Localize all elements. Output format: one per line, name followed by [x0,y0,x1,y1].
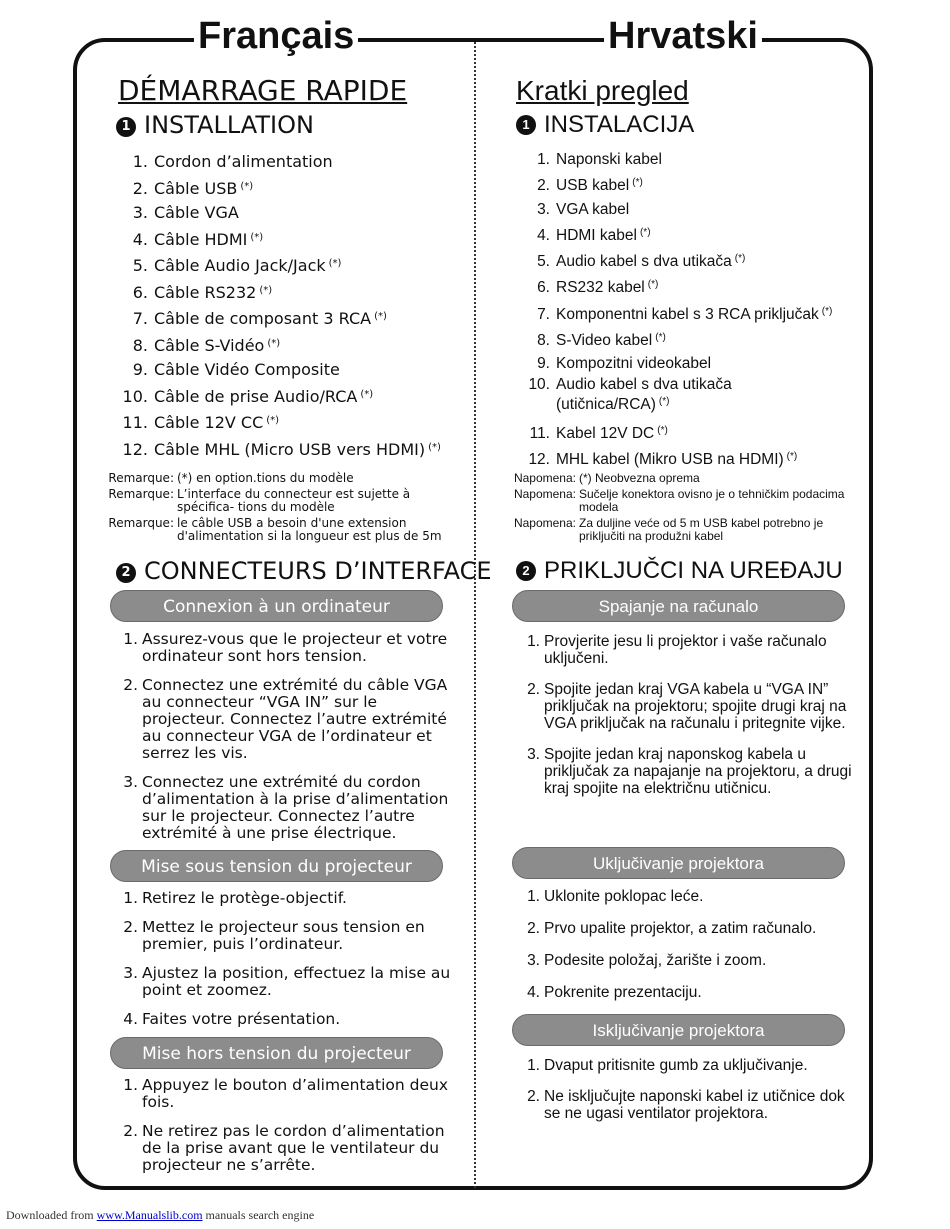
step-item [120,890,455,907]
cable-number: 7. [537,305,550,323]
croatian-section-connectors [516,556,843,586]
french-steps-power-on [120,890,455,1040]
cable-list-item [118,358,441,383]
cable-label: RS232 kabel [556,279,645,297]
section-title: PRIKLJUČCI NA UREĐAJU [544,557,843,584]
step-item [120,1123,455,1174]
step-text: Provjerite jesu li projektor i vaše računalo uključeni. [544,633,827,667]
french-section-installation [116,110,314,140]
cable-number: 2. [537,177,550,195]
step-item [120,1077,455,1111]
step-number: 2. [527,1088,540,1105]
step-item [522,746,857,797]
cable-number: 1. [537,151,550,168]
cable-list-item [520,376,771,413]
cable-label: HDMI kabel [556,226,637,244]
cable-list-item [520,273,832,299]
step-text: Spojite jedan kraj VGA kabela u “VGA IN” priključak na projektoru; spojite drugi kraj na VGA priključak na računalu i pritegnite vijke. [544,681,847,732]
step-item [120,631,455,665]
step-text: Ne isključujte naponski kabel iz utičnice dok se ne ugasi ventilator projektora. [544,1088,845,1122]
note-text: L’interface du connecteur est sujette à spécifica- tions du modèle [177,487,411,514]
step-number: 1. [123,889,138,907]
french-language-title: Français [194,14,358,58]
french-section-connectors [116,556,492,586]
cable-label: S-Video kabel [556,332,653,350]
cable-list-item [520,300,832,326]
cable-list-item [118,252,441,279]
cable-label: Cordon d’alimentation [154,152,333,171]
step-number: 2. [123,918,138,936]
optional-marker: (*) [374,311,387,322]
cable-list-item [118,226,441,253]
step-number: 2. [123,1122,138,1140]
note-label: Napomena: [513,487,576,501]
step-text: Prvo upalite projektor, a zatim računalo. [544,920,817,937]
croatian-bar-power-on: Uključivanje projektora [512,847,845,879]
cable-label: Câble HDMI [154,229,248,249]
croatian-page-title: Kratki pregled [516,75,689,106]
step-text: Connectez une extrémité du câble VGA au connecteur “VGA IN” sur le projecteur. Connectez l’autre extrémité au connecteur VGA de l’ordinateur et serrez les vis. [142,676,448,762]
cable-list-item [118,175,441,202]
optional-marker: (*) [259,284,273,296]
note-row [108,517,468,543]
step-number: 1. [123,630,138,648]
cable-number: 2. [132,178,148,198]
cable-label: Naponski kabel [556,151,662,168]
note-row [508,517,868,543]
french-steps-connect [120,631,455,854]
cable-number: 7. [132,309,148,328]
section-number-badge: 1 [516,115,536,135]
step-item [522,1088,857,1122]
croatian-steps-power-off [522,1057,857,1136]
step-text: Dvaput pritisnite gumb za uključivanje. [544,1057,808,1074]
step-number: 1. [527,888,540,905]
cable-number: 4. [537,226,550,244]
note-label: Napomena: [513,516,576,530]
optional-marker: (*) [360,388,374,400]
section-number-badge: 1 [116,117,136,137]
step-item [522,633,857,667]
step-item [522,984,857,1001]
note-label: Napomena: [513,471,576,485]
optional-marker: (*) [786,450,798,462]
cable-number: 8. [537,332,550,350]
step-number: 3. [123,964,138,982]
note-text: (*) en option.tions du modèle [177,471,354,485]
cable-number: 5. [132,256,148,275]
footer [6,1208,314,1223]
cable-label: MHL kabel (Mikro USB na HDMI) [556,450,784,468]
footer-suffix: manuals search engine [205,1208,315,1222]
cable-label: Câble VGA [154,203,239,222]
cable-number: 6. [537,279,550,297]
step-number: 2. [123,676,138,694]
cable-label: Câble Vidéo Composite [154,360,340,379]
note-row [508,472,868,485]
french-steps-power-off [120,1077,455,1186]
cable-list-item [520,247,832,273]
step-text: Faites votre présentation. [142,1010,341,1028]
cable-label: Câble de composant 3 RCA [154,309,372,328]
column-divider [474,42,476,1188]
step-text: Assurez-vous que le projecteur et votre ordinateur sont hors tension. [142,630,448,665]
cable-label: Câble 12V CC [154,413,264,432]
optional-marker: (*) [655,332,666,344]
note-text: Sučelje konektora ovisno je o tehničkim podacima modela [579,487,845,514]
croatian-section-installation [516,110,694,140]
step-item [522,920,857,937]
cable-number: 10. [528,375,550,393]
section-title: INSTALACIJA [544,111,695,138]
optional-marker: (*) [657,424,668,436]
french-bar-power-off: Mise hors tension du projecteur [110,1037,443,1069]
cable-label: Komponentni kabel s 3 RCA priključak [556,305,819,323]
french-bar-power-on: Mise sous tension du projecteur [110,850,443,882]
optional-marker: (*) [240,180,254,192]
optional-marker: (*) [328,258,342,269]
footer-link[interactable]: www.Manualslib.com [96,1208,203,1222]
step-number: 3. [527,952,540,969]
note-label: Remarque: [108,487,174,501]
cable-number: 8. [132,335,148,355]
step-text: Connectez une extrémité du cordon d’alimentation à la prise d’alimentation sur le projecteur. Connectez l’autre extrémité à une prise électrique. [142,773,449,842]
step-number: 2. [527,681,540,698]
note-row [108,472,468,485]
section-title: INSTALLATION [144,111,314,139]
step-text: Retirez le protège-objectif. [142,889,347,907]
cable-number: 5. [537,253,550,271]
cable-list-item [118,279,441,306]
step-number: 2. [527,920,540,937]
cable-number: 11. [122,413,148,432]
cable-number: 12. [528,450,550,468]
step-text: Spojite jedan kraj naponskog kabela u priključak za napajanje na projektoru, a drugi kraj spojite na električnu utičnicu. [544,746,852,797]
step-item [522,1057,857,1074]
croatian-language-title: Hrvatski [604,14,762,58]
cable-list-item [118,305,441,332]
cable-number: 10. [122,386,148,406]
cable-number: 3. [132,203,148,222]
cable-list-item [118,201,441,226]
cable-list-item [520,171,832,197]
step-number: 4. [123,1010,138,1028]
french-page-title: DÉMARRAGE RAPIDE [118,74,408,107]
step-text: Appuyez le bouton d’alimentation deux fois. [142,1076,449,1111]
optional-marker: (*) [632,177,643,189]
cable-list-item [520,445,832,471]
note-row [508,488,868,514]
croatian-notes [508,472,868,546]
cable-list-item [118,383,441,410]
cable-number: 12. [122,439,148,459]
step-number: 3. [123,773,138,791]
cable-label: Câble RS232 [154,282,257,302]
french-cable-list [118,150,441,462]
step-number: 1. [123,1076,138,1094]
cable-label: VGA kabel [556,200,630,218]
step-number: 4. [527,984,540,1001]
step-text: Ajustez la position, effectuez la mise au point et zoomez. [142,964,451,999]
step-item [120,774,455,842]
optional-marker: (*) [250,231,264,243]
cable-list-item [520,221,832,247]
cable-number: 9. [132,360,148,379]
step-item [120,919,455,953]
croatian-bar-power-off: Isključivanje projektora [512,1014,845,1046]
step-text: Ne retirez pas le cordon d’alimentation de la prise avant que le ventilateur du projecteur ne s’arrête. [142,1122,445,1174]
cable-number: 1. [132,152,148,171]
step-text: Pokrenite prezentaciju. [544,984,702,1001]
croatian-bar-connect-computer: Spajanje na računalo [512,590,845,622]
step-item [120,677,455,762]
step-number: 1. [527,1057,540,1074]
croatian-steps-power-on [522,888,857,1016]
cable-number: 4. [132,229,148,249]
cable-list-item [520,419,832,445]
step-number: 1. [527,633,540,650]
cable-label: Audio kabel s dva utikača (utičnica/RCA) [556,375,732,413]
section-number-badge: 2 [116,563,136,583]
optional-marker: (*) [734,253,746,265]
note-text: (*) Neobvezna oprema [579,471,700,485]
cable-label: Kompozitni videokabel [556,355,712,373]
cable-list-item [118,436,441,463]
cable-list-item [520,148,832,171]
cable-number: 6. [132,282,148,302]
cable-label: Câble USB [154,178,238,198]
step-text: Uklonite poklopac leće. [544,888,704,905]
note-text: le câble USB a besoin d'une extension d'alimentation si la longueur est plus de 5m [177,516,442,543]
cable-number: 9. [537,355,550,373]
cable-list-item [520,352,832,375]
optional-marker: (*) [658,395,670,407]
cable-list-item [520,198,832,221]
step-number: 3. [527,746,540,763]
cable-number: 3. [537,200,550,218]
section-title: CONNECTEURS D’INTERFACE [144,557,492,585]
note-label: Remarque: [108,471,174,485]
cable-label: Câble de prise Audio/RCA [154,386,358,406]
step-item [522,888,857,905]
cable-label: USB kabel [556,177,630,195]
step-text: Mettez le projecteur sous tension en premier, puis l’ordinateur. [142,918,425,953]
optional-marker: (*) [639,226,651,238]
cable-list-item [118,332,441,359]
footer-prefix: Downloaded from [6,1208,94,1222]
optional-marker: (*) [428,441,441,453]
note-text: Za duljine veće od 5 m USB kabel potrebno je priključiti na produžni kabel [579,516,824,543]
croatian-cable-list [520,148,832,471]
step-item [120,965,455,999]
cable-number: 11. [529,424,550,442]
cable-label: Audio kabel s dva utikača [556,253,732,271]
note-row [108,488,468,514]
step-text: Podesite položaj, žarište i zoom. [544,952,767,969]
croatian-steps-connect [522,633,857,811]
cable-label: Câble Audio Jack/Jack [154,256,326,275]
note-label: Remarque: [108,516,174,530]
step-item [120,1011,455,1028]
cable-list-item [520,326,832,352]
cable-label: Câble S-Vidéo [154,335,265,355]
optional-marker: (*) [647,279,659,291]
cable-label: Kabel 12V DC [556,424,655,442]
step-item [522,681,857,732]
cable-list-item [118,409,441,436]
optional-marker: (*) [266,415,280,426]
optional-marker: (*) [267,337,281,349]
cable-list-item [118,150,441,175]
cable-label: Câble MHL (Micro USB vers HDMI) [154,439,426,459]
french-notes [108,472,468,546]
french-bar-connect-computer: Connexion à un ordinateur [110,590,443,622]
section-number-badge: 2 [516,561,536,581]
step-item [522,952,857,969]
optional-marker: (*) [821,305,833,317]
